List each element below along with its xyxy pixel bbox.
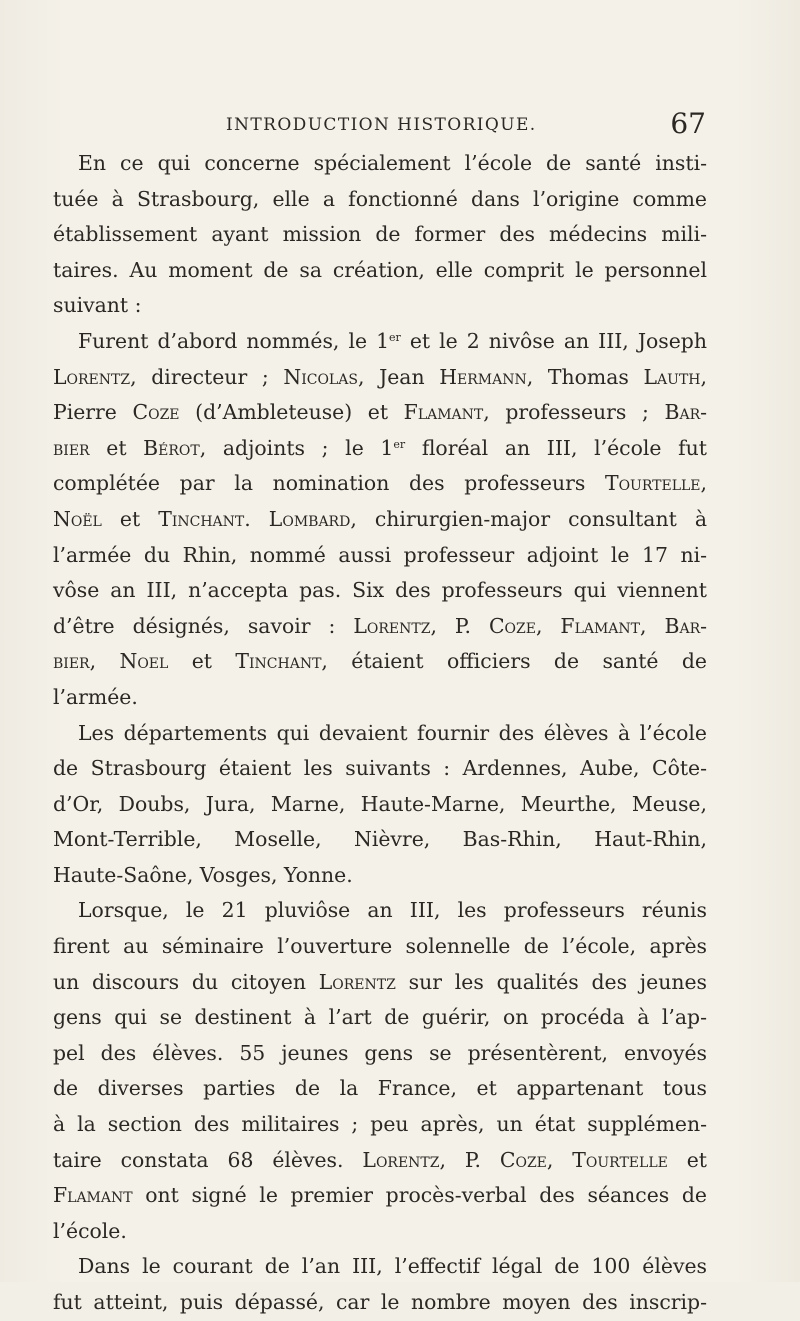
- text-line: [53, 253, 707, 289]
- text-run: pel des élèves. 55 jeunes gens se présentèrent, envoyés: [53, 1040, 707, 1065]
- text-run: l’armée.: [53, 684, 138, 709]
- small-caps-name: Nicolas: [283, 364, 358, 389]
- text-line: [53, 1285, 707, 1321]
- small-caps-name: Flamant: [560, 613, 641, 638]
- small-caps-name: Flamant: [53, 1183, 133, 1208]
- body-text: [53, 146, 707, 1321]
- text-run: Haute-Saône, Vosges, Yonne.: [53, 862, 353, 887]
- small-caps-name: Lombard: [268, 506, 351, 531]
- running-title: INTRODUCTION HISTORIQUE.: [226, 115, 537, 135]
- text-line: [53, 929, 707, 965]
- text-run: , Jean: [357, 364, 440, 389]
- text-run: , P.: [439, 1147, 500, 1172]
- text-run: complétée par la nomination des professeurs: [53, 471, 605, 496]
- text-run: et le 2 nivôse an III, Joseph: [400, 328, 707, 353]
- small-caps-name: Lorentz: [353, 613, 431, 638]
- text-run: l’école.: [53, 1218, 127, 1243]
- text-run: .: [244, 506, 269, 531]
- text-run: suivant :: [53, 293, 142, 318]
- text-run: ont signé le premier procès-verbal des séances de: [132, 1183, 707, 1208]
- text-line: [53, 893, 707, 929]
- text-line: [53, 502, 707, 538]
- text-run: et: [89, 435, 144, 460]
- superscript: er: [393, 437, 406, 451]
- text-line: [53, 1107, 707, 1143]
- text-line: [53, 573, 707, 609]
- text-line: [53, 822, 707, 858]
- small-caps-name: Tourtelle: [572, 1147, 668, 1172]
- small-caps-name: Coze: [488, 613, 536, 638]
- text-run: ,: [89, 649, 120, 674]
- text-run: En ce qui concerne spécialement l’école de santé insti-: [78, 151, 707, 175]
- small-caps-name: Noël: [53, 506, 102, 531]
- text-run: , directeur ;: [130, 364, 284, 389]
- text-line: [53, 751, 707, 787]
- text-run: et: [101, 506, 159, 531]
- text-line: [53, 965, 707, 1001]
- text-run: Lorsque, le 21 pluviôse an III, les professeurs réunis: [78, 898, 707, 923]
- text-run: de diverses parties de la France, et appartenant tous: [53, 1076, 707, 1101]
- text-line: [53, 395, 707, 431]
- text-line: [53, 609, 707, 645]
- text-line: [53, 1178, 707, 1214]
- text-run: , P.: [430, 613, 489, 638]
- text-run: et: [667, 1147, 708, 1172]
- text-run: Mont-Terrible, Moselle, Nièvre, Bas-Rhin, Haut-Rhin,: [53, 827, 707, 852]
- text-run: , Thomas: [526, 364, 644, 389]
- text-run: à la section des militaires ; peu après, un état supplémen-: [53, 1112, 707, 1137]
- small-caps-name: Bérot: [143, 435, 200, 460]
- text-line: [53, 324, 707, 360]
- page-header: [226, 107, 706, 147]
- text-line: [53, 182, 707, 218]
- small-caps-name: Flamant: [403, 400, 484, 425]
- small-caps-name: Hermann: [439, 364, 527, 389]
- text-run: taire constata 68 élèves.: [53, 1147, 363, 1172]
- text-line: [53, 431, 707, 467]
- text-run: , professeurs ;: [483, 400, 665, 425]
- small-caps-name: Tinchant: [235, 649, 322, 674]
- text-run: de Strasbourg étaient les suivants : Ardennes, Aube, Côte-: [53, 756, 707, 781]
- small-caps-name: bier: [53, 435, 90, 460]
- text-run: ,: [700, 364, 707, 389]
- text-run: Les départements qui devaient fournir des élèves à l’école: [78, 720, 707, 745]
- text-run: , adjoints ; le 1: [199, 435, 394, 460]
- text-run: l’armée du Rhin, nommé aussi professeur adjoint le 17 ni-: [53, 542, 707, 567]
- text-run: d’Or, Doubs, Jura, Marne, Haute-Marne, Meurthe, Meuse,: [53, 791, 707, 816]
- text-run: (d’Ambleteuse) et: [179, 400, 404, 425]
- text-line: [53, 716, 707, 752]
- text-line: [53, 680, 707, 716]
- text-run: ,: [535, 613, 561, 638]
- text-line: [53, 787, 707, 823]
- text-line: [53, 360, 707, 396]
- text-line: [53, 1249, 707, 1285]
- text-run: établissement ayant mission de former des médecins mili-: [53, 222, 707, 247]
- text-run: , étaient officiers de santé de: [321, 649, 707, 674]
- text-line: [53, 1214, 707, 1250]
- text-line: [53, 1036, 707, 1072]
- text-run: d’être désignés, savoir :: [53, 613, 354, 638]
- small-caps-name: Lorentz: [318, 969, 396, 994]
- text-line: [53, 1071, 707, 1107]
- small-caps-name: Coze: [499, 1147, 547, 1172]
- small-caps-name: Coze: [132, 400, 180, 425]
- superscript: er: [389, 330, 401, 344]
- text-line: [53, 146, 707, 182]
- text-line: [53, 466, 707, 502]
- small-caps-name: Noel: [119, 649, 169, 674]
- small-caps-name: Bar-: [664, 613, 707, 638]
- text-run: un discours du citoyen: [53, 969, 319, 994]
- small-caps-name: Lorentz: [362, 1147, 440, 1172]
- text-line: [53, 288, 707, 324]
- text-line: [53, 217, 707, 253]
- text-run: ,: [640, 613, 665, 638]
- text-run: et: [168, 649, 236, 674]
- small-caps-name: Lorentz: [53, 364, 131, 389]
- text-run: ,: [700, 471, 707, 496]
- text-run: firent au séminaire l’ouverture solennelle de l’école, après: [53, 934, 707, 959]
- text-run: taires. Au moment de sa création, elle comprit le personnel: [53, 257, 707, 282]
- small-caps-name: Tourtelle: [604, 471, 701, 496]
- text-run: vôse an III, n’accepta pas. Six des professeurs qui viennent: [53, 578, 707, 603]
- text-run: Dans le courant de l’an III, l’effectif légal de 100 élèves: [78, 1254, 707, 1279]
- text-run: gens qui se destinent à l’art de guérir, on procéda à l’ap-: [53, 1005, 707, 1030]
- page-number: 67: [670, 107, 706, 140]
- text-run: fut atteint, puis dépassé, car le nombre moyen des inscrip-: [53, 1290, 707, 1314]
- small-caps-name: Bar-: [664, 400, 707, 425]
- text-line: [53, 1000, 707, 1036]
- text-run: ,: [546, 1147, 573, 1172]
- text-run: sur les qualités des jeunes: [395, 969, 707, 994]
- text-run: tuée à Strasbourg, elle a fonctionné dans l’origine comme: [53, 186, 707, 211]
- text-run: Furent d’abord nommés, le 1: [78, 328, 390, 353]
- small-caps-name: Tinchant: [158, 506, 245, 531]
- small-caps-name: Lauth: [643, 364, 701, 389]
- text-line: [53, 538, 707, 574]
- small-caps-name: bier: [53, 649, 90, 674]
- text-run: , chirurgien-major consultant à: [350, 506, 707, 531]
- text-line: [53, 644, 707, 680]
- text-run: floréal an III, l’école fut: [405, 435, 707, 460]
- text-line: [53, 858, 707, 894]
- text-line: [53, 1143, 707, 1179]
- text-run: Pierre: [53, 400, 133, 425]
